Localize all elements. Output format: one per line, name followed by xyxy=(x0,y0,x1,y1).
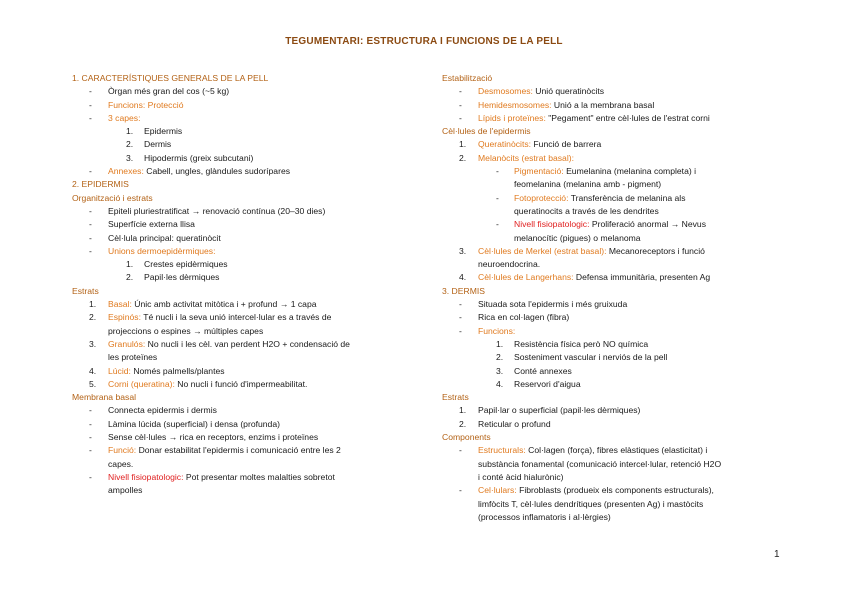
subsection-heading: Estrats xyxy=(72,285,99,296)
list-item: 1. Queratinòcits: Funció de barrera xyxy=(459,139,602,150)
list-item-continuation: ampolles xyxy=(108,485,143,496)
list-item: 5. Corni (queratina): No nucli i funció d'impermeabilitat. xyxy=(89,378,308,389)
list-item-continuation: projeccions o espines → múltiples capes xyxy=(108,325,264,336)
list-item: 2. Espinós: Té nucli i la seva unió intercel·lular es a través de xyxy=(89,312,332,323)
list-item: - Nivell fisiopatologic: Pot presentar moltes malalties sobretot xyxy=(89,471,335,482)
list-item: - Annexes: Cabell, ungles, glàndules sudorípares xyxy=(89,166,291,177)
list-item: 1. Resistència física però NO química xyxy=(496,338,649,349)
list-item: - Cèl·lula principal: queratinòcit xyxy=(89,232,221,243)
list-item: - Desmosomes: Unió queratinòcits xyxy=(459,86,605,97)
list-item-continuation: substància fonamental (comunicació intercel·lular, retenció H2O xyxy=(478,458,722,469)
list-item: - Funcions: Protecció xyxy=(89,99,184,110)
subsection-heading: Organització i estrats xyxy=(72,192,153,203)
list-item: 1. Papil·lar o superficial (papil·les dèrmiques) xyxy=(459,405,641,416)
page-title: TEGUMENTARI: ESTRUCTURA I FUNCIONS DE LA PELL xyxy=(285,36,563,47)
list-item: 2. Papil·les dèrmiques xyxy=(126,272,220,283)
list-item: - Òrgan més gran del cos (~5 kg) xyxy=(89,86,230,97)
list-item: 2. Melanòcits (estrat basal): xyxy=(459,152,574,163)
subsection-heading: Estrats xyxy=(442,392,469,403)
list-item: 2. Sosteniment vascular i nerviós de la pell xyxy=(496,352,668,363)
list-item: - Sense cèl·lules → rica en receptors, enzims i proteïnes xyxy=(89,432,319,443)
list-item-continuation: melanocític (pigues) o melanoma xyxy=(514,232,641,243)
list-item: - Funció: Donar estabilitat l'epidermis i comunicació entre les 2 xyxy=(89,445,341,456)
list-item: 1. Basal: Únic amb activitat mitòtica i + profund → 1 capa xyxy=(89,299,317,310)
list-item: 3. Hipodermis (greix subcutani) xyxy=(126,152,254,163)
list-item: 3. Conté annexes xyxy=(496,365,572,376)
subsection-heading: Cèl·lules de l'epidermis xyxy=(442,126,531,137)
list-item: - Nivell fisiopatologic: Proliferació anormal → Nevus xyxy=(496,219,707,230)
list-item: - 3 capes: xyxy=(89,112,141,123)
section-heading: 1. CARACTERÍSTIQUES GENERALS DE LA PELL xyxy=(72,73,269,83)
list-item-continuation: neuroendocrina. xyxy=(478,259,541,270)
list-item: 4. Lúcid: Només palmells/plantes xyxy=(89,365,225,376)
section-heading: 3. DERMIS xyxy=(442,285,485,296)
page-number: 1 xyxy=(774,549,780,560)
list-item: 1. Epidermis xyxy=(126,126,183,137)
list-item-continuation: (processos inflamatoris i al·lèrgies) xyxy=(478,511,611,522)
subsection-heading: Estabilització xyxy=(442,73,493,83)
list-item: - Superfície externa llisa xyxy=(89,219,195,230)
list-item: - Connecta epidermis i dermis xyxy=(89,405,217,416)
list-item: - Hemidesmosomes: Unió a la membrana basal xyxy=(459,99,655,110)
list-item-continuation: capes. xyxy=(108,458,134,469)
list-item: 2. Dermis xyxy=(126,139,172,150)
list-item: 4. Reservori d'aigua xyxy=(496,378,581,389)
list-item: - Funcions: xyxy=(459,325,516,336)
list-item: - Lípids i proteïnes: "Pegament" entre cèl·lules de l'estrat corni xyxy=(459,112,710,123)
list-item: - Pigmentació: Eumelanina (melanina completa) i xyxy=(496,166,697,177)
list-item: 2. Reticular o profund xyxy=(459,418,551,429)
right-column xyxy=(442,72,777,524)
list-item: 3. Granulós: No nucli i les cèl. van perdent H2O + condensació de xyxy=(89,338,350,349)
list-item: - Fotoprotecció: Transferència de melanina als xyxy=(496,192,686,203)
list-item-continuation: queratinocits a través de les dendrites xyxy=(514,205,659,216)
subsection-heading: Membrana basal xyxy=(72,392,137,403)
list-item-continuation: i conté àcid hialurònic) xyxy=(478,471,564,482)
list-item: - Estructurals: Col·lagen (força), fibres elàstiques (elasticitat) i xyxy=(459,445,708,456)
list-item-continuation: limfòcits T, cèl·lules dendrítiques (presenten Ag) i mastòcits xyxy=(478,498,704,509)
list-item: - Unions dermoepidèrmiques: xyxy=(89,245,216,256)
left-column xyxy=(72,72,402,498)
list-item: 3. Cèl·lules de Merkel (estrat basal): Mecanoreceptors i funció xyxy=(459,245,705,256)
section-heading: 2. EPIDERMIS xyxy=(72,179,129,190)
list-item: 1. Crestes epidèrmiques xyxy=(126,259,228,270)
list-item: - Rica en col·lagen (fibra) xyxy=(459,312,570,323)
list-item: - Cel·lulars: Fibroblasts (produeix els components estructurals), xyxy=(459,485,714,496)
list-item-continuation: les proteïnes xyxy=(108,352,158,363)
list-item: - Epiteli pluriestratificat → renovació contínua (20–30 dies) xyxy=(89,205,326,216)
list-item: - Situada sota l'epidermis i més gruixuda xyxy=(459,299,628,310)
list-item-continuation: feomelanina (melanina amb - pigment) xyxy=(514,179,662,190)
list-item: - Làmina lúcida (superficial) i densa (profunda) xyxy=(89,418,280,429)
subsection-heading: Components xyxy=(442,432,491,443)
list-item: 4. Cèl·lules de Langerhans: Defensa immunitària, presenten Ag xyxy=(459,272,711,283)
